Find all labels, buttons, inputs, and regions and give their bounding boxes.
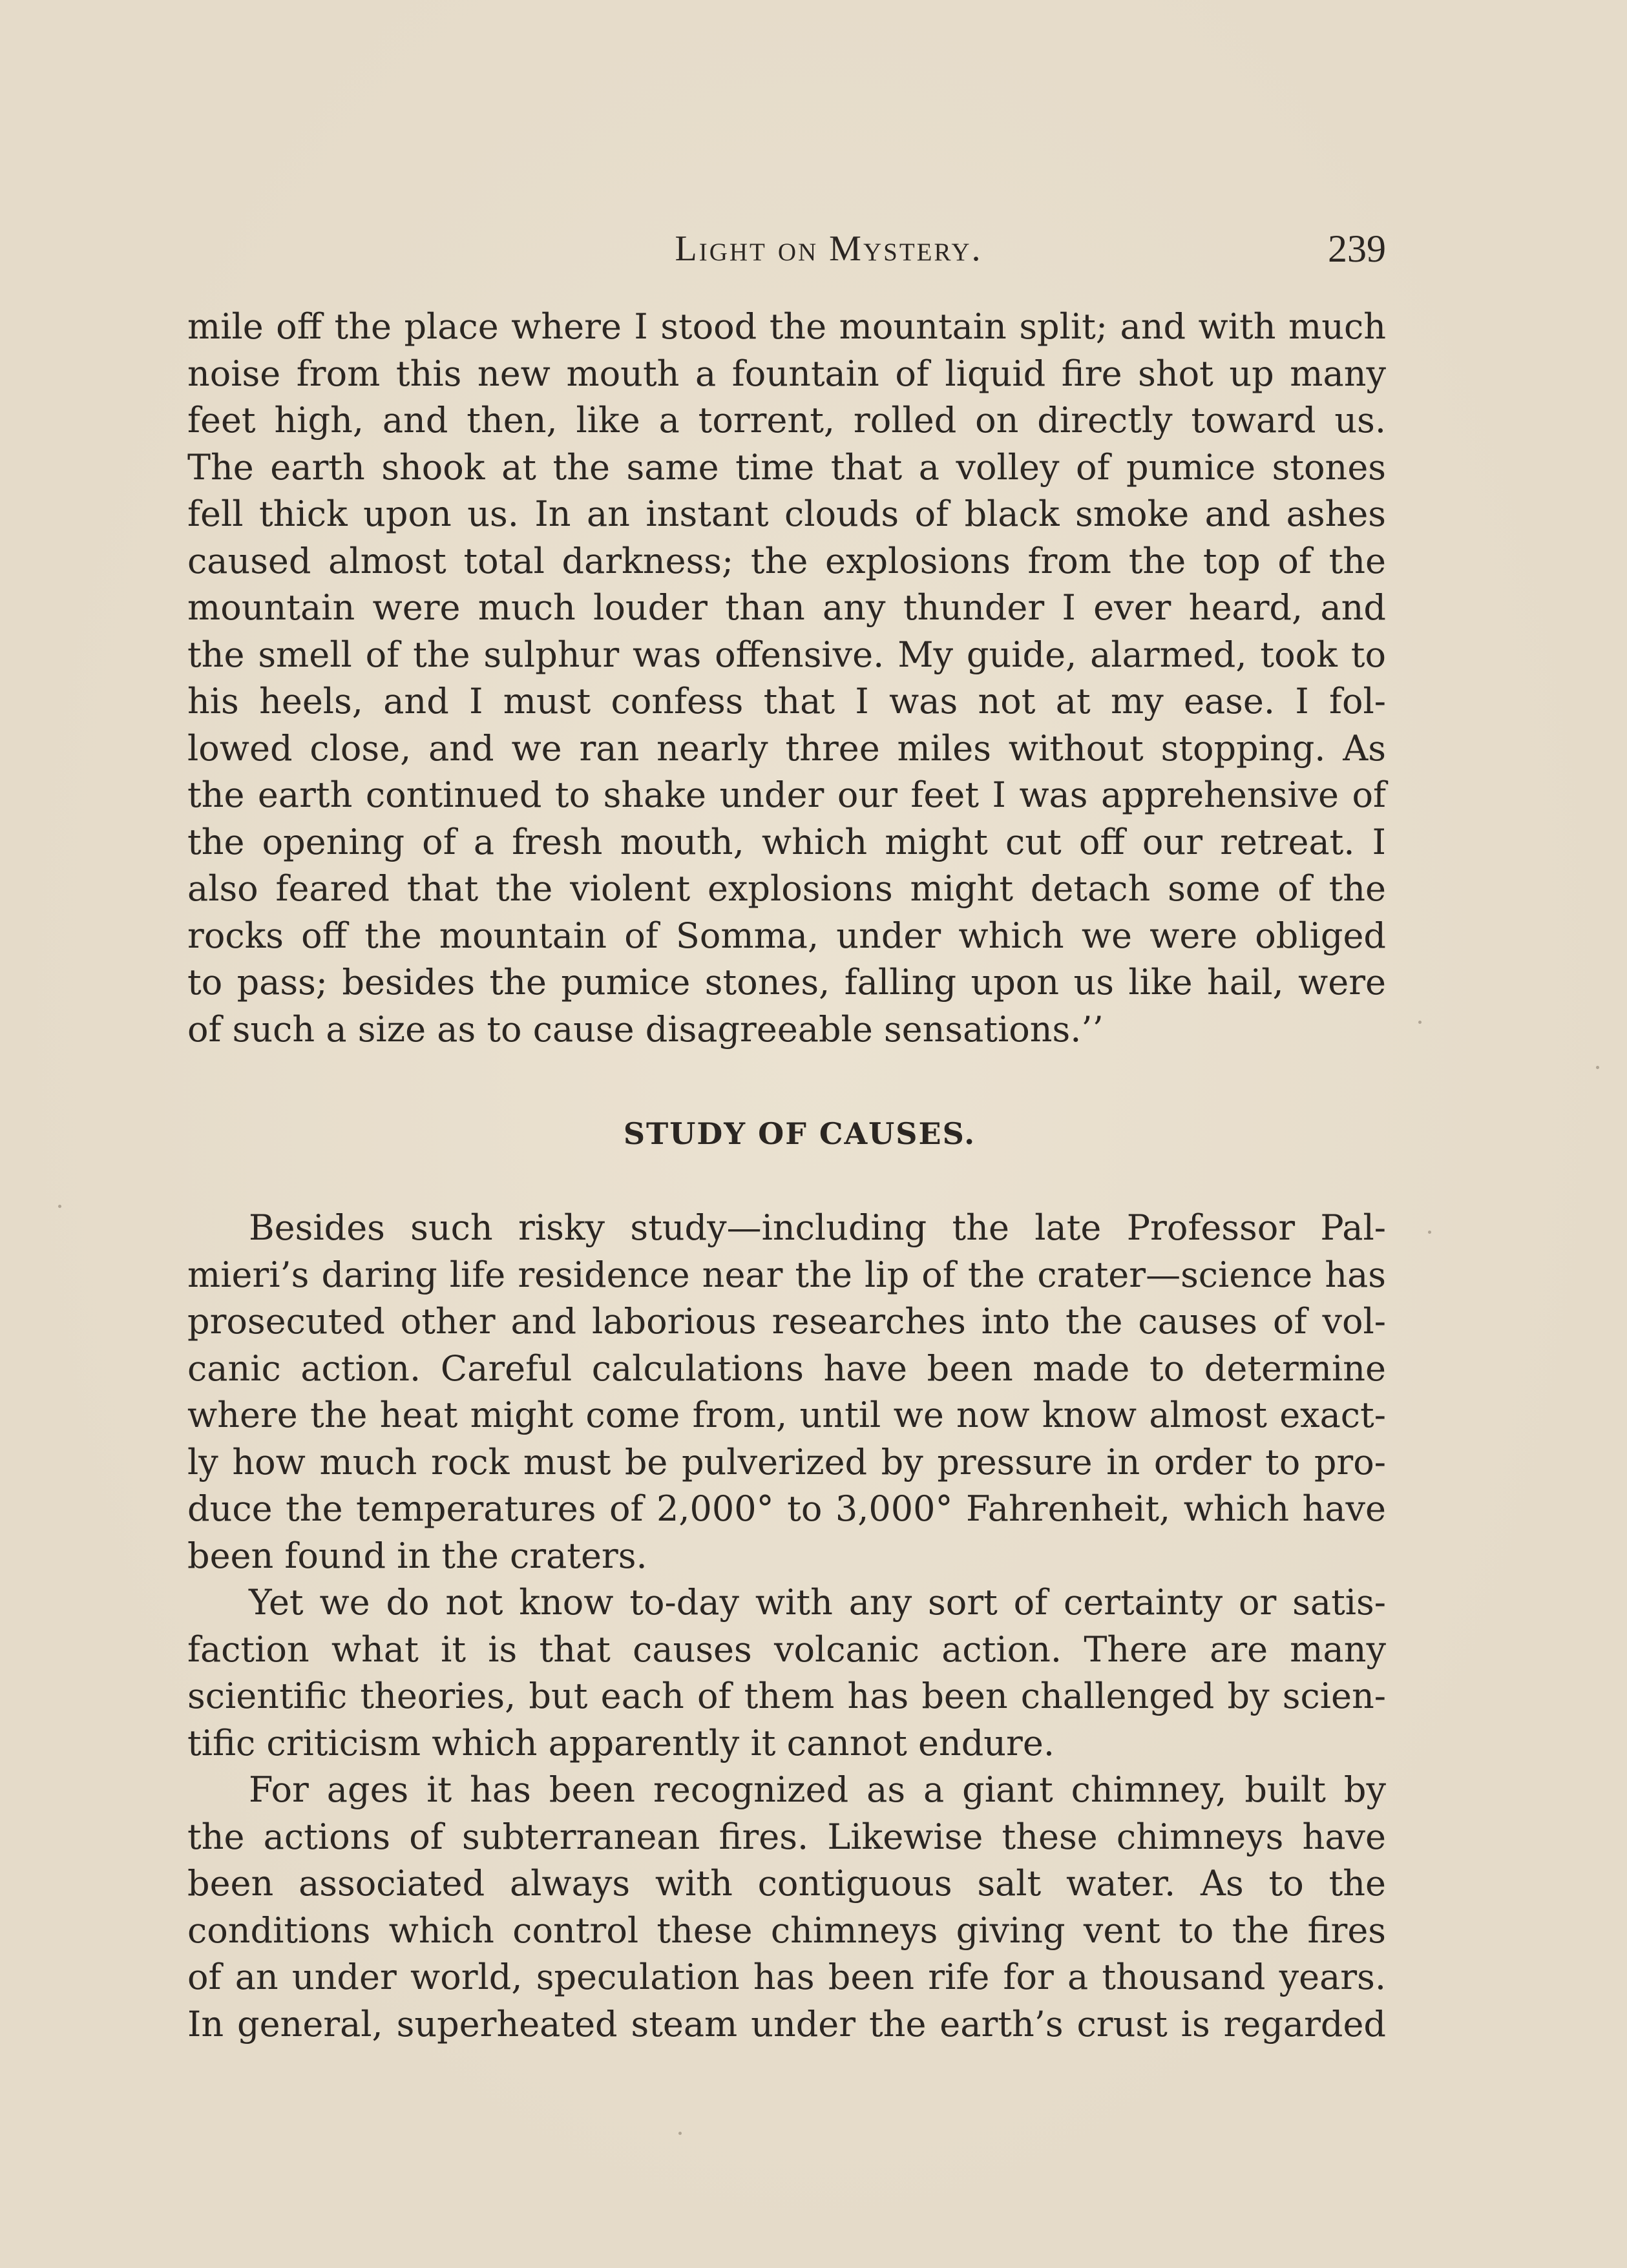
page-number: 239	[1328, 227, 1386, 270]
text-line: mountain were much louder than any thunder I ever heard, and	[187, 587, 1386, 628]
text-line: of an under world, speculation has been rife for a thousand years.	[187, 1957, 1386, 1997]
text-line: tific criticism which apparently it cannot endure.	[187, 1722, 1055, 1763]
text-line: Yet we do not know to-day with any sort of certainty or satis-	[249, 1582, 1386, 1623]
paper-speck	[1418, 1021, 1422, 1024]
running-title: Light on Mystery.	[675, 229, 983, 269]
text-line: mile off the place where I stood the mountain split; and with much	[187, 306, 1386, 347]
text-line: rocks off the mountain of Somma, under which we were obliged	[187, 915, 1386, 956]
text-line: In general, superheated steam under the earth’s crust is regarded	[187, 2003, 1386, 2044]
text-line: noise from this new mouth a fountain of liquid fire shot up many	[187, 353, 1386, 394]
text-line: conditions which control these chimneys giving vent to the fires	[187, 1909, 1386, 1951]
paper-speck	[678, 2132, 682, 2135]
text-line: caused almost total darkness; the explosions from the top of the	[187, 540, 1386, 581]
text-line: of such a size as to cause disagreeable sensations.’’	[187, 1008, 1104, 1050]
text-line: fell thick upon us. In an instant clouds of black smoke and ashes	[187, 494, 1386, 534]
paragraph-continued-quote	[187, 304, 1386, 1053]
text-line: the actions of subterranean fires. Likewise these chimneys have	[187, 1816, 1386, 1857]
text-line: faction what it is that causes volcanic action. There are many	[187, 1628, 1386, 1670]
running-head	[187, 223, 1386, 275]
text-line: the smell of the sulphur was offensive. My guide, alarmed, took to	[187, 634, 1386, 675]
text-line: where the heat might come from, until we now know almost exact-	[187, 1395, 1386, 1435]
text-line: mieri’s daring life residence near the lip of the crater—science has	[187, 1254, 1386, 1295]
text-line: feet high, and then, like a torrent, rolled on directly toward us.	[187, 400, 1386, 441]
text-line: been associated always with contiguous salt water. As to the	[187, 1863, 1386, 1904]
text-line: the opening of a fresh mouth, which might cut off our retreat. I	[187, 821, 1386, 862]
paper-speck	[1596, 1066, 1599, 1069]
paper-speck	[58, 1205, 61, 1208]
text-line: also feared that the violent explosions might detach some of the	[187, 868, 1386, 909]
body-text	[187, 1205, 1386, 2048]
text-line: ly how much rock must be pulverized by pressure in order to pro-	[187, 1441, 1386, 1483]
text-line: to pass; besides the pumice stones, falling upon us like hail, were	[187, 962, 1386, 1003]
text-line: duce the temperatures of 2,000° to 3,000° Fahrenheit, which have	[187, 1488, 1386, 1529]
text-line: been found in the craters.	[187, 1535, 647, 1576]
text-line: For ages it has been recognized as a giant chimney, built by	[249, 1769, 1386, 1810]
text-line: The earth shook at the same time that a volley of pumice stones	[187, 446, 1386, 488]
text-line: his heels, and I must confess that I was not at my ease. I fol-	[187, 681, 1386, 722]
text-line: lowed close, and we ran nearly three miles without stopping. As	[187, 727, 1386, 769]
section-heading: STUDY OF CAUSES.	[623, 1116, 976, 1151]
text-line: canic action. Careful calculations have been made to determine	[187, 1347, 1386, 1389]
text-line: prosecuted other and laborious researches into the causes of vol-	[187, 1301, 1386, 1342]
text-line: the earth continued to shake under our feet I was apprehensive of	[187, 775, 1386, 815]
text-line: Besides such risky study—including the late Professor Pal-	[249, 1207, 1386, 1248]
text-line: scientific theories, but each of them has been challenged by scien-	[187, 1676, 1386, 1716]
paper-speck	[1428, 1231, 1431, 1234]
